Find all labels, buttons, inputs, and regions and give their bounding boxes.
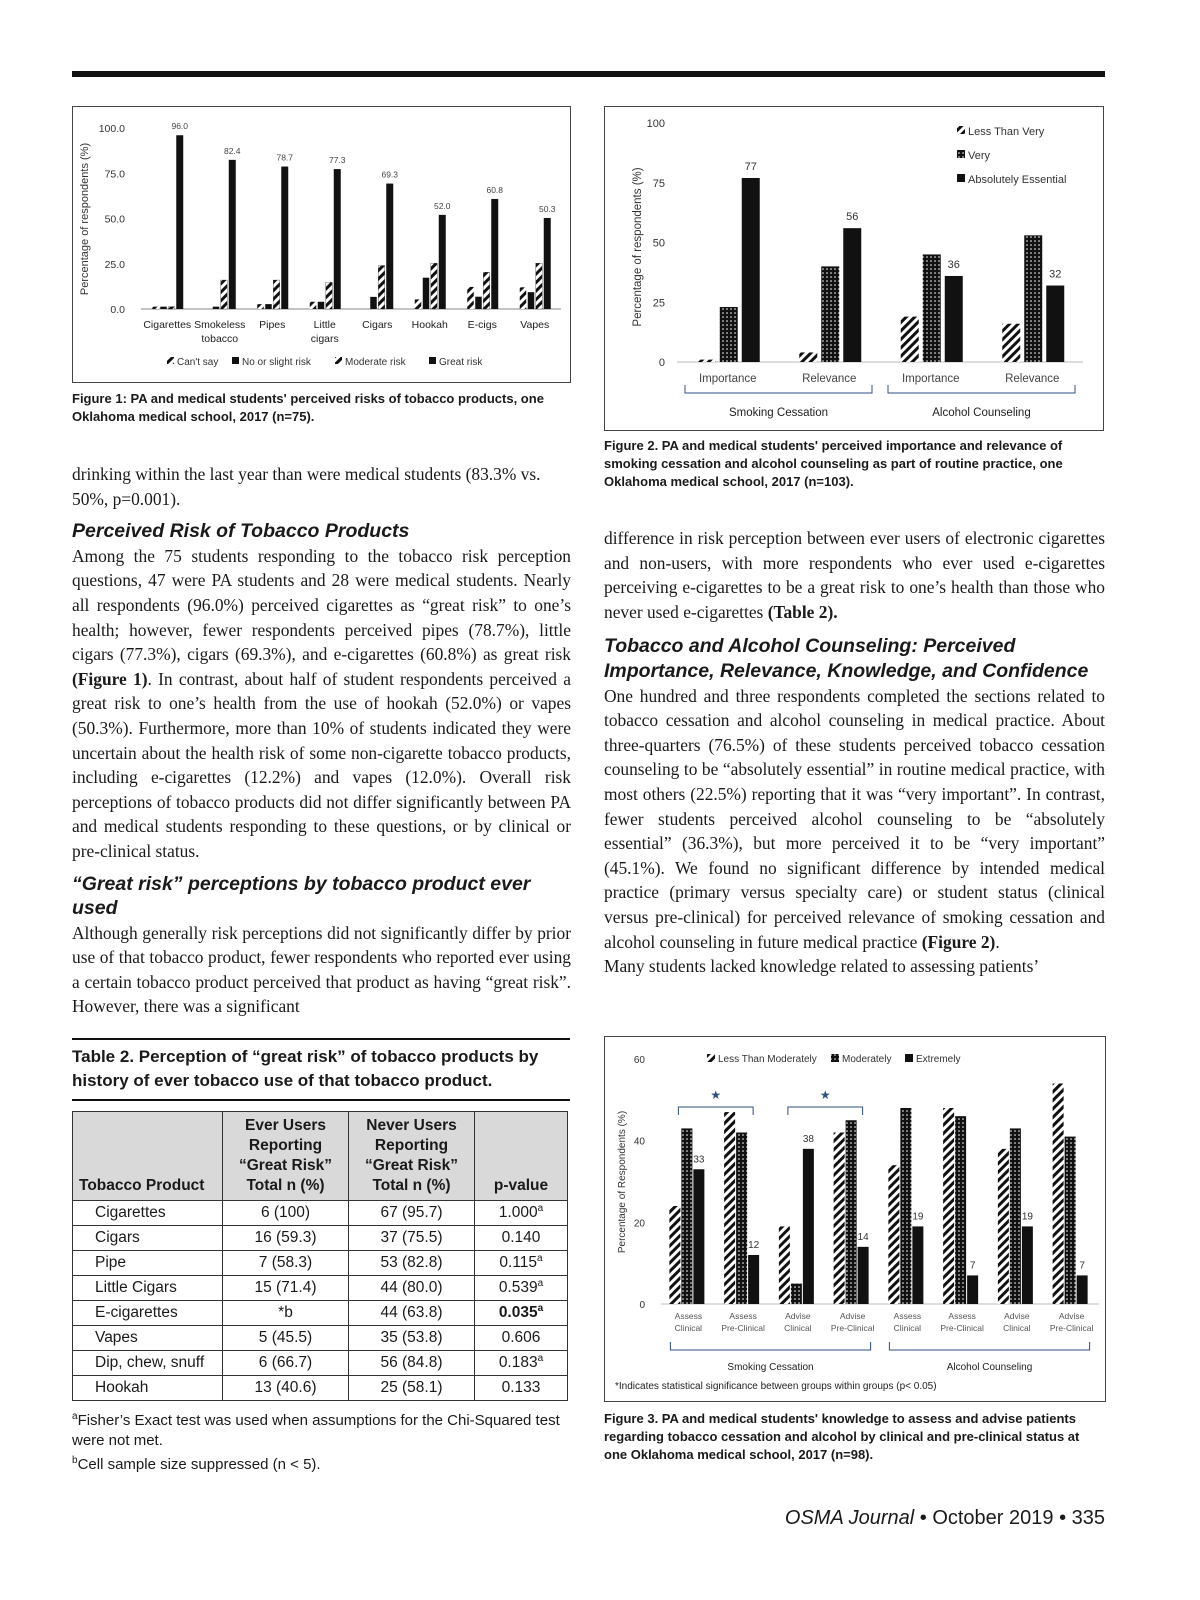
group-label: Alcohol Counseling xyxy=(946,1362,1033,1373)
header-p-value: p-value xyxy=(475,1112,568,1201)
bar-great-risk xyxy=(281,167,288,309)
table-row xyxy=(73,1251,568,1276)
table-2-ref: (Table 2). xyxy=(767,601,838,622)
right-paragraph-2: Many students lacked knowledge related to assessing patients’ xyxy=(604,956,1040,977)
cell-ever-users xyxy=(223,1301,349,1326)
bar-moderately xyxy=(736,1133,747,1305)
y-tick-label: 100 xyxy=(646,118,665,130)
data-label: 78.7 xyxy=(276,152,294,163)
bar-moderate-risk xyxy=(431,263,438,309)
legend-label: Great risk xyxy=(439,357,483,368)
table-2-grid xyxy=(72,1111,568,1401)
x-tick-label: Assess xyxy=(893,1311,922,1321)
y-tick-label: 50.0 xyxy=(104,213,125,226)
data-label: 69.3 xyxy=(381,169,399,180)
table-header-row xyxy=(73,1112,568,1201)
y-axis-title: Percentage of respondents (%) xyxy=(632,167,644,327)
cell-ever-users-text: 6 (100) xyxy=(260,1204,311,1221)
bar-no-or-slight-risk xyxy=(265,304,272,309)
legend-swatch xyxy=(905,1054,913,1062)
y-tick-label: 0 xyxy=(639,1300,645,1311)
significance-star: ★ xyxy=(710,1088,722,1102)
cell-ever-users-text: 15 (71.4) xyxy=(254,1279,317,1296)
table-body xyxy=(73,1201,568,1401)
cell-ever-users xyxy=(223,1326,349,1351)
bar-moderately xyxy=(791,1284,802,1304)
bar-extremely xyxy=(1077,1275,1088,1304)
bar-no-or-slight-risk xyxy=(318,302,325,309)
cell-ever-users xyxy=(223,1376,349,1401)
cell-never-users xyxy=(349,1201,475,1226)
cell-p-value xyxy=(475,1276,568,1301)
bar-no-or-slight-risk xyxy=(213,307,220,309)
y-tick-label: 60 xyxy=(633,1055,645,1066)
x-tick-label: Smokeless xyxy=(194,319,246,331)
table-row xyxy=(73,1326,568,1351)
cell-p-value-text: 0.115 xyxy=(499,1254,538,1272)
cell-never-users-text: 44 (63.8) xyxy=(380,1304,443,1321)
legend-swatch xyxy=(167,357,174,364)
bar-absolutely-essential xyxy=(945,276,963,362)
cell-p-value-text: 0.539 xyxy=(498,1279,538,1297)
x-tick-label: Pre-Clinical xyxy=(1049,1323,1094,1333)
left-paragraph-1 xyxy=(72,544,571,864)
left-paragraph-2: Although generally risk perceptions did not significantly differ by prior use of that tobacco product, fewer respondents who reported ever using a certain tobacco product perceived that product as having “great risk”. However, there was a significant xyxy=(72,922,571,1017)
figure-1-chart xyxy=(73,107,570,382)
data-label: 19 xyxy=(1021,1211,1033,1223)
bar-moderately xyxy=(1010,1128,1021,1304)
legend-label: Absolutely Essential xyxy=(968,174,1067,186)
bar-no-or-slight-risk xyxy=(160,307,167,309)
cell-product-text: Vapes xyxy=(95,1329,138,1346)
left-p1-a: Among the 75 students responding to the tobacco risk perception questions, 47 were PA students and 28 were medical students. Nearly all respondents (96.0%) perceived cigarettes as “great risk” to one’s health; however, fewer respondents perceived pipes (78.7%), little cigars (77.3%), cigars (69.3%), and e-cigarettes (60.8%) as great risk xyxy=(72,545,571,665)
bar-less-than-very xyxy=(698,360,716,362)
bar-absolutely-essential xyxy=(1046,286,1064,362)
x-tick-label: Advise xyxy=(1004,1311,1030,1321)
bar-moderately xyxy=(681,1128,692,1304)
cell-never-users xyxy=(349,1326,475,1351)
cell-ever-users-text: 13 (40.6) xyxy=(254,1379,317,1396)
x-tick-label: Clinical xyxy=(784,1323,812,1333)
cell-p-value xyxy=(475,1326,568,1351)
figure-1 xyxy=(72,106,571,383)
bar-extremely xyxy=(803,1149,814,1304)
table-row xyxy=(73,1351,568,1376)
x-tick-label: Importance xyxy=(698,373,757,385)
bar-great-risk xyxy=(491,199,498,309)
y-tick-label: 25 xyxy=(652,297,665,310)
note-b-mark: b xyxy=(72,1455,78,1466)
table-2 xyxy=(72,1038,570,1475)
cell-product-text: Little Cigars xyxy=(95,1279,177,1296)
cell-ever-users-text: 7 (58.3) xyxy=(258,1254,313,1271)
bar-great-risk xyxy=(176,135,183,309)
y-axis-title: Percentage of Respondents (%) xyxy=(617,1110,628,1254)
legend-label: Extremely xyxy=(916,1054,961,1065)
right-column xyxy=(604,526,1105,979)
table-row xyxy=(73,1226,568,1251)
table-note-b xyxy=(72,1451,570,1475)
top-rule xyxy=(72,71,1105,77)
cell-never-users xyxy=(349,1351,475,1376)
table-row xyxy=(73,1301,568,1326)
bar-can-t-say xyxy=(520,287,527,309)
cell-ever-users-text: *b xyxy=(278,1304,293,1321)
legend-label: Can't say xyxy=(177,357,219,368)
legend-swatch xyxy=(957,126,965,134)
bar-no-or-slight-risk xyxy=(528,292,535,309)
x-tick-label: Relevance xyxy=(1005,373,1060,385)
header-never-users: Never Users Reporting “Great Risk” Total n (%) xyxy=(349,1112,475,1201)
data-label: 7 xyxy=(969,1260,976,1272)
cell-p-value-text: 0.133 xyxy=(501,1379,541,1396)
section-heading-counseling: Tobacco and Alcohol Counseling: Perceived Importance, Relevance, Knowledge, and Confidence xyxy=(604,635,1089,682)
cell-p-value xyxy=(475,1301,568,1326)
legend-swatch xyxy=(335,357,342,364)
cell-never-users xyxy=(349,1301,475,1326)
bar-moderate-risk xyxy=(273,280,280,309)
table-row xyxy=(73,1376,568,1401)
left-column xyxy=(72,462,571,1019)
cell-product xyxy=(73,1201,223,1226)
bar-less-than-moderately xyxy=(779,1226,790,1304)
cell-ever-users-text: 6 (66.7) xyxy=(258,1354,313,1371)
cell-product xyxy=(73,1326,223,1351)
bar-less-than-moderately xyxy=(669,1206,680,1304)
page-footer xyxy=(785,1507,1105,1530)
cell-product-text: Hookah xyxy=(95,1379,149,1396)
x-tick-label: Clinical xyxy=(674,1323,703,1333)
bar-moderately xyxy=(955,1116,966,1304)
bar-absolutely-essential xyxy=(843,228,861,362)
bar-less-than-moderately xyxy=(834,1133,845,1305)
bar-very xyxy=(720,307,738,362)
bar-moderate-risk xyxy=(483,272,490,309)
x-tick-label: Assess xyxy=(948,1311,976,1321)
bar-very xyxy=(821,266,839,362)
data-label: 77.3 xyxy=(328,155,346,166)
group-bracket xyxy=(670,1342,870,1350)
x-tick-label: Advise xyxy=(785,1311,811,1321)
bar-moderate-risk xyxy=(326,282,333,309)
figure-1-caption: Figure 1: PA and medical students' perceived risks of tobacco products, one Oklahoma medical school, 2017 (n=75). xyxy=(72,391,544,424)
legend-label: Less Than Moderately xyxy=(718,1054,817,1065)
cell-never-users xyxy=(349,1226,475,1251)
group-bracket xyxy=(888,385,1075,393)
p-value-superscript: a xyxy=(537,1253,543,1265)
bar-can-t-say xyxy=(415,299,422,309)
cell-ever-users xyxy=(223,1201,349,1226)
x-tick-label: Importance xyxy=(901,373,960,385)
bar-moderately xyxy=(846,1120,857,1304)
x-tick-label: Cigarettes xyxy=(143,319,192,331)
legend-label: Less Than Very xyxy=(968,126,1045,138)
figure-2-chart xyxy=(605,107,1103,430)
bar-less-than-moderately xyxy=(888,1165,899,1304)
cell-product xyxy=(73,1376,223,1401)
x-tick-label: tobacco xyxy=(201,333,239,345)
figure-1-ref: (Figure 1) xyxy=(72,668,148,689)
cell-p-value xyxy=(475,1351,568,1376)
group-label: Alcohol Counseling xyxy=(932,407,1031,419)
cell-never-users xyxy=(349,1276,475,1301)
footer-issue: • October 2019 • 335 xyxy=(914,1507,1105,1529)
note-a-text: Fisher’s Exact test was used when assumptions for the Chi-Squared test were not met. xyxy=(72,1412,560,1449)
x-tick-label: Hookah xyxy=(411,319,448,331)
significance-star: ★ xyxy=(819,1088,831,1102)
legend-swatch xyxy=(957,174,965,182)
bar-absolutely-essential xyxy=(742,178,760,362)
p-value-superscript: a xyxy=(537,1278,544,1290)
cell-ever-users-text: 5 (45.5) xyxy=(258,1329,313,1346)
data-label: 33 xyxy=(693,1154,705,1166)
bar-moderate-risk xyxy=(221,280,228,309)
legend-label: Moderate risk xyxy=(345,357,406,368)
x-tick-label: Pipes xyxy=(259,319,286,331)
cell-ever-users xyxy=(223,1226,349,1251)
y-tick-label: 100.0 xyxy=(98,123,125,135)
bar-less-than-moderately xyxy=(724,1112,735,1304)
cell-never-users xyxy=(349,1251,475,1276)
bar-extremely xyxy=(967,1275,978,1304)
x-tick-label: Advise xyxy=(1058,1311,1085,1321)
x-tick-label: Pre-Clinical xyxy=(830,1323,875,1333)
cell-p-value xyxy=(475,1376,568,1401)
data-label: 12 xyxy=(748,1240,760,1251)
table-2-notes xyxy=(72,1407,570,1475)
bar-great-risk xyxy=(334,169,341,309)
group-label: Smoking Cessation xyxy=(728,407,829,419)
legend-swatch xyxy=(429,357,436,364)
cell-product-text: Cigarettes xyxy=(95,1204,166,1221)
cell-never-users-text: 35 (53.8) xyxy=(380,1329,443,1346)
bar-great-risk xyxy=(544,218,551,309)
bar-less-than-moderately xyxy=(943,1108,954,1304)
group-label: Smoking Cessation xyxy=(727,1362,814,1373)
legend-label: Moderately xyxy=(842,1054,892,1065)
cell-product-text: E-cigarettes xyxy=(95,1304,178,1321)
x-tick-label: Advise xyxy=(839,1311,866,1321)
x-tick-label: Assess xyxy=(729,1311,757,1321)
data-label: 50.3 xyxy=(538,203,556,214)
bar-can-t-say xyxy=(257,304,264,309)
legend-swatch xyxy=(707,1054,715,1062)
bar-moderate-risk xyxy=(168,307,175,309)
cell-never-users-text: 44 (80.0) xyxy=(380,1279,443,1296)
bar-very xyxy=(923,254,941,362)
x-tick-label: Pre-Clinical xyxy=(940,1323,984,1333)
table-2-title: Table 2. Perception of “great risk” of tobacco products by history of ever tobacco use of that tobacco product. xyxy=(72,1038,570,1101)
header-product: Tobacco Product xyxy=(73,1112,223,1201)
bar-very xyxy=(1024,235,1042,362)
legend-swatch xyxy=(957,150,965,158)
left-paragraph-0: drinking within the last year than were medical students (83.3% vs. 50%, p=0.001). xyxy=(72,464,541,509)
cell-product xyxy=(73,1276,223,1301)
bar-less-than-very xyxy=(901,317,919,362)
y-tick-label: 75.0 xyxy=(104,168,125,181)
y-tick-label: 0 xyxy=(658,357,665,369)
p-value-superscript: a xyxy=(537,1303,544,1315)
note-a-mark: a xyxy=(72,1411,78,1422)
cell-p-value xyxy=(475,1226,568,1251)
cell-p-value-text: 1.000 xyxy=(498,1204,538,1222)
bar-less-than-very xyxy=(1002,324,1020,362)
cell-never-users-text: 25 (58.1) xyxy=(380,1379,443,1396)
group-bracket xyxy=(685,385,872,393)
data-label: 7 xyxy=(1079,1260,1085,1272)
bar-moderate-risk xyxy=(536,263,543,309)
cell-never-users-text: 53 (82.8) xyxy=(380,1254,443,1271)
cell-p-value-text: 0.140 xyxy=(501,1229,541,1246)
bar-extremely xyxy=(912,1226,923,1304)
bar-extremely xyxy=(1022,1226,1033,1304)
legend-swatch xyxy=(232,357,239,364)
bar-can-t-say xyxy=(310,302,317,309)
figure-2-caption: Figure 2. PA and medical students' perceived importance and relevance of smoking cessation and alcohol counseling as part of routine practice, one Oklahoma medical school, 2017 (n=103). xyxy=(604,438,1063,489)
cell-p-value-text: 0.183 xyxy=(498,1354,538,1372)
cell-never-users-text: 37 (75.5) xyxy=(380,1229,443,1246)
bar-less-than-moderately xyxy=(1053,1084,1064,1305)
x-tick-label: Cigars xyxy=(362,319,393,331)
cell-product xyxy=(73,1251,223,1276)
data-label: 56 xyxy=(846,211,859,224)
data-label: 38 xyxy=(802,1133,814,1145)
cell-ever-users xyxy=(223,1251,349,1276)
significance-bracket xyxy=(788,1107,863,1115)
y-tick-label: 25.0 xyxy=(104,258,125,271)
cell-never-users-text: 67 (95.7) xyxy=(380,1204,443,1221)
significance-bracket xyxy=(678,1107,753,1115)
data-label: 14 xyxy=(857,1231,869,1243)
figure-2-ref: (Figure 2) xyxy=(921,931,996,952)
figure-3 xyxy=(604,1036,1106,1402)
note-b-text: Cell sample size suppressed (n < 5). xyxy=(77,1456,321,1473)
table-row xyxy=(73,1201,568,1226)
data-label: 77 xyxy=(744,160,757,173)
group-bracket xyxy=(889,1342,1089,1350)
legend-swatch xyxy=(831,1054,839,1062)
right-paragraph-1 xyxy=(604,684,1105,955)
data-label: 19 xyxy=(912,1211,924,1223)
cell-p-value-text: 0.606 xyxy=(501,1329,541,1346)
bar-great-risk xyxy=(439,215,446,309)
bar-no-or-slight-risk xyxy=(423,278,430,309)
data-label: 36 xyxy=(947,258,960,271)
cell-ever-users xyxy=(223,1351,349,1376)
cell-p-value-text: 0.035 xyxy=(498,1304,538,1322)
right-p1-b: . xyxy=(995,931,1000,952)
bar-less-than-very xyxy=(799,352,817,362)
bar-moderately xyxy=(900,1108,911,1304)
p-value-superscript: a xyxy=(537,1353,544,1365)
bar-moderately xyxy=(1065,1137,1076,1304)
cell-product-text: Pipe xyxy=(95,1254,127,1271)
significance-footnote: *Indicates statistical significance between groups within groups (p< 0.05) xyxy=(615,1381,937,1392)
bar-great-risk xyxy=(386,184,393,309)
bar-no-or-slight-risk xyxy=(370,297,377,309)
x-tick-label: cigars xyxy=(310,333,339,345)
figure-3-chart xyxy=(605,1037,1105,1401)
legend-label: No or slight risk xyxy=(242,357,311,368)
header-ever-users: Ever Users Reporting “Great Risk” Total n (%) xyxy=(223,1112,349,1201)
section-heading-great-risk: “Great risk” perceptions by tobacco product ever used xyxy=(72,872,531,920)
figure-2 xyxy=(604,106,1104,431)
table-note-a xyxy=(72,1407,570,1451)
cell-ever-users-text: 16 (59.3) xyxy=(254,1229,317,1246)
y-tick-label: 50 xyxy=(652,237,665,250)
p-value-superscript: a xyxy=(537,1203,544,1215)
x-tick-label: Clinical xyxy=(1003,1323,1031,1333)
bar-can-t-say xyxy=(152,307,159,309)
y-tick-label: 0.0 xyxy=(110,304,125,316)
bar-less-than-moderately xyxy=(998,1149,1009,1304)
section-heading-perceived-risk: Perceived Risk of Tobacco Products xyxy=(72,520,410,543)
table-row xyxy=(73,1276,568,1301)
x-tick-label: Relevance xyxy=(802,373,857,385)
cell-product-text: Dip, chew, snuff xyxy=(95,1354,205,1371)
data-label: 82.4 xyxy=(223,145,241,156)
bar-can-t-say xyxy=(467,287,474,309)
x-tick-label: Vapes xyxy=(520,319,550,331)
right-p0-a: difference in risk perception between ever users of electronic cigarettes and non-users, with more respondents who ever used e-cigarettes perceiving e-cigarettes to be a great risk to one’s health than those who never used e-cigarettes xyxy=(604,528,1105,622)
cell-never-users xyxy=(349,1376,475,1401)
x-tick-label: E-cigs xyxy=(467,319,497,331)
bar-extremely xyxy=(858,1247,869,1304)
bar-no-or-slight-risk xyxy=(475,297,482,309)
cell-p-value xyxy=(475,1251,568,1276)
left-p1-b: . In contrast, about half of student respondents perceived a great risk to one’s health from the use of hookah (52.0%) or vapes (50.3%). Furthermore, more than 10% of students indicated they were uncertain about the health risk of some non-cigarette tobacco products, including e-cigarettes (12.2%) and vapes (12.0%). Overall risk perceptions of tobacco products did not differ significantly between PA and medical students responding to these questions, or by clinical or pre-clinical status. xyxy=(72,668,571,861)
cell-product xyxy=(73,1301,223,1326)
cell-never-users-text: 56 (84.8) xyxy=(380,1354,443,1371)
bar-great-risk xyxy=(229,160,236,309)
footer-journal: OSMA Journal xyxy=(784,1507,915,1529)
cell-product xyxy=(73,1226,223,1251)
cell-ever-users xyxy=(223,1276,349,1301)
x-tick-label: Pre-Clinical xyxy=(721,1323,765,1333)
cell-product-text: Cigars xyxy=(95,1229,140,1246)
data-label: 60.8 xyxy=(486,184,504,195)
y-tick-label: 75 xyxy=(652,177,665,190)
y-tick-label: 20 xyxy=(633,1218,645,1230)
bar-moderate-risk xyxy=(378,266,385,309)
y-axis-title: Percentage of respondents (%) xyxy=(79,142,91,296)
data-label: 32 xyxy=(1049,268,1062,281)
figure-3-caption: Figure 3. PA and medical students' knowledge to assess and advise patients regarding tobacco cessation and alcohol by clinical and pre-clinical status at one Oklahoma medical school, 2017 (n=98). xyxy=(604,1411,1080,1462)
cell-product xyxy=(73,1351,223,1376)
x-tick-label: Little xyxy=(313,319,336,331)
bar-extremely xyxy=(748,1255,759,1304)
cell-p-value xyxy=(475,1201,568,1226)
y-tick-label: 40 xyxy=(633,1136,645,1148)
x-tick-label: Assess xyxy=(674,1311,703,1321)
x-tick-label: Clinical xyxy=(893,1323,922,1333)
data-label: 96.0 xyxy=(171,121,189,132)
bar-extremely xyxy=(693,1169,704,1304)
data-label: 52.0 xyxy=(433,200,451,211)
right-paragraph-0 xyxy=(604,526,1105,624)
right-p1-a: One hundred and three respondents completed the sections related to tobacco cessation and alcohol counseling in medical practice. About three-quarters (76.5%) of these students perceived tobacco cessation counseling to be “absolutely essential” in routine medical practice, with most others (22.5%) reporting that it was “very important”. In contrast, fewer students perceived alcohol counseling to be “absolutely essential” (36.3%), but more perceived it to be “very important” (45.1%). We found no significant difference by intended medical practice (primary versus specialty care) or student status (clinical versus pre-clinical) for perceived relevance of smoking cessation and alcohol counseling in future medical practice xyxy=(604,685,1105,952)
legend-label: Very xyxy=(968,150,991,162)
